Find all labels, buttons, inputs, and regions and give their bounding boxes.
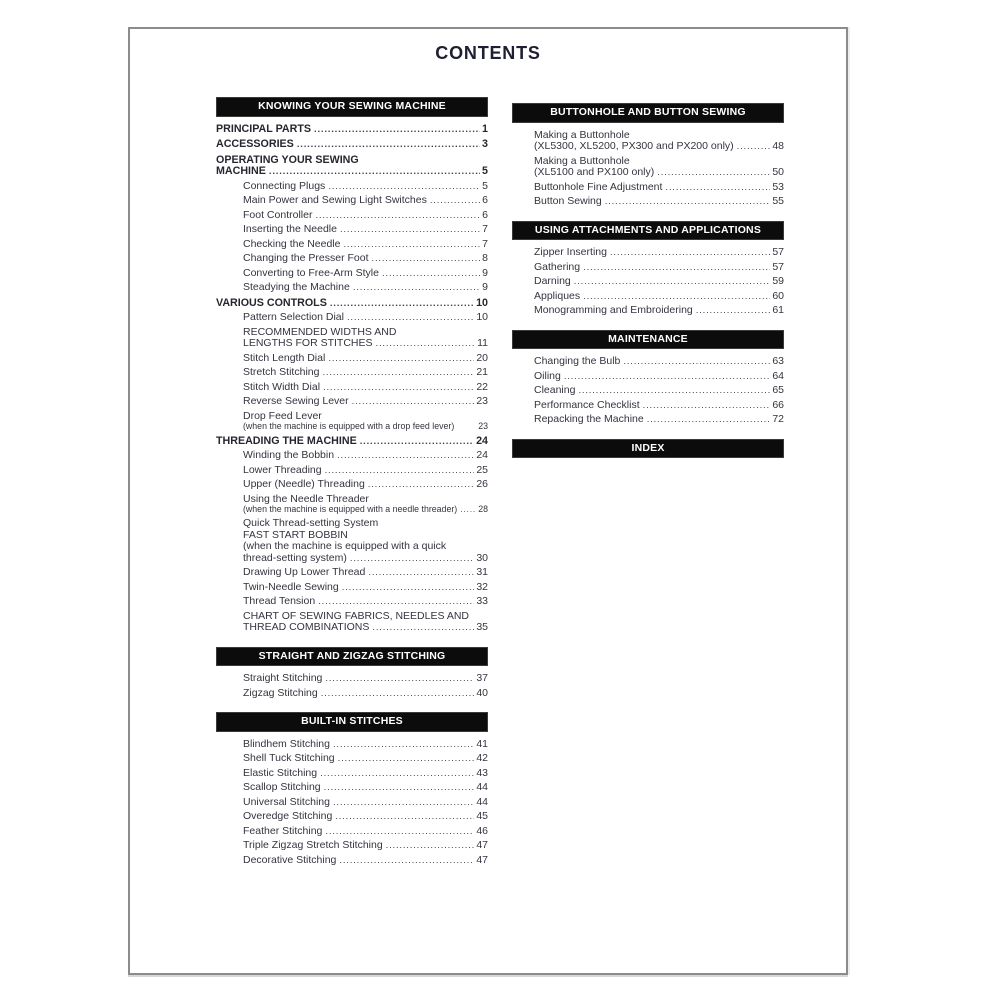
toc-entry-label: Overedge Stitching: [243, 810, 333, 823]
toc-entry-row: [534, 371, 784, 383]
toc-entry-row: [243, 840, 488, 852]
page-number: 3: [482, 138, 488, 150]
toc-entry-row: [243, 505, 488, 515]
toc-entry-label: Zigzag Stitching: [243, 686, 318, 699]
toc-entry: [216, 396, 488, 408]
dot-leader: [337, 450, 474, 462]
dot-leader: [328, 353, 474, 365]
page-number: 35: [476, 621, 488, 634]
toc-entry-row: [243, 268, 488, 280]
toc-entry-label: Gathering: [534, 260, 581, 273]
toc-entry-label: (XL5100 and PX100 only): [534, 166, 655, 178]
toc-entry: [512, 400, 784, 412]
toc-entry-row: [534, 414, 784, 426]
toc-entry: [216, 596, 488, 608]
toc-entry-label: thread-setting system): [243, 551, 347, 564]
toc-column-left: [216, 97, 488, 879]
toc-entry-row: [216, 124, 488, 136]
toc-entry-label: Repacking the Machine: [534, 413, 644, 425]
toc-entry-label: Inserting the Needle: [243, 223, 337, 235]
page-number: 59: [772, 275, 784, 287]
toc-entry-label: Appliques: [534, 289, 581, 302]
page-number: 11: [477, 337, 488, 349]
dot-leader: [372, 253, 481, 265]
toc-entry-row: [243, 195, 488, 207]
page-number: 44: [476, 795, 488, 808]
toc-entry: [512, 130, 784, 153]
toc-section: [216, 97, 488, 634]
toc-section: [512, 439, 784, 459]
toc-entry-row: [243, 622, 488, 634]
dot-leader: [315, 210, 480, 222]
toc-entry-label: Shell Tuck Stitching: [243, 752, 335, 765]
toc-entry-row: [534, 291, 784, 303]
toc-entry: [216, 282, 488, 294]
toc-entry-row: [243, 210, 488, 222]
toc-entry-label: Thread Tension: [243, 595, 316, 608]
toc-entry-row: [243, 353, 488, 365]
dot-leader: [323, 382, 474, 394]
toc-entry-row: [216, 139, 488, 151]
toc-entry-label: THREAD COMBINATIONS: [243, 621, 370, 634]
toc-entry-label: Connecting Plugs: [243, 179, 326, 192]
toc-entry: [512, 196, 784, 208]
page-number: 20: [476, 351, 488, 364]
dot-leader: [696, 305, 771, 317]
dot-leader: [350, 553, 474, 565]
dot-leader: [340, 224, 480, 236]
toc-entry: [216, 782, 488, 794]
dot-leader: [269, 166, 480, 178]
toc-entry-label: Stitch Length Dial: [243, 351, 326, 364]
page-number: 64: [772, 369, 784, 382]
dot-leader: [330, 298, 474, 310]
toc-entry-label: Main Power and Sewing Light Switches: [243, 194, 427, 206]
page-number: 55: [772, 195, 784, 207]
toc-entry-row: [243, 282, 488, 294]
page-number: 21: [476, 366, 488, 378]
dot-leader: [318, 596, 474, 608]
page-number: 6: [482, 208, 488, 221]
page-number: 37: [476, 672, 488, 685]
toc-entry: [512, 371, 784, 383]
page-number: 5: [482, 165, 488, 177]
dot-leader: [610, 247, 770, 259]
toc-entry-row: [243, 239, 488, 251]
page-number: 10: [476, 311, 488, 323]
dot-leader: [574, 276, 771, 288]
toc-entry: [512, 262, 784, 274]
toc-entry-label: VARIOUS CONTROLS: [216, 296, 327, 309]
toc-entry: [512, 156, 784, 179]
toc-entry-label: Quick Thread-setting System: [243, 517, 379, 530]
toc-entry-label: Winding the Bobbin: [243, 449, 335, 462]
section-header: BUTTONHOLE AND BUTTON SEWING: [512, 103, 784, 123]
toc-entry-row: [243, 797, 488, 809]
page-number: 41: [476, 737, 488, 750]
toc-entry-label: Changing the Presser Foot: [243, 252, 369, 264]
page-number: 48: [772, 140, 784, 152]
toc-entry-label: Making a Buttonhole: [534, 128, 630, 141]
page-title: CONTENTS: [435, 43, 541, 63]
page-number: 66: [772, 398, 784, 411]
dot-leader: [583, 291, 770, 303]
toc-entry-label: Stitch Width Dial: [243, 380, 321, 393]
dot-leader: [324, 782, 475, 794]
dot-leader: [623, 356, 770, 368]
page-number: 44: [476, 781, 488, 794]
toc-entry-row: [243, 382, 488, 394]
toc-entry-label: Pattern Selection Dial: [243, 311, 344, 323]
toc-entry: [216, 353, 488, 365]
dot-leader: [430, 195, 480, 207]
toc-entry-label: ACCESSORIES: [216, 138, 294, 150]
toc-entry-row: [534, 247, 784, 259]
page-number: 47: [476, 839, 488, 852]
toc-section: [216, 712, 488, 866]
toc-entry: [216, 239, 488, 251]
dot-leader: [643, 400, 771, 412]
dot-leader: [342, 582, 475, 594]
toc-entry: [216, 768, 488, 780]
dot-leader: [321, 688, 475, 700]
page-number: 1: [482, 122, 488, 135]
page-number: 61: [772, 304, 784, 316]
toc-entry-row: [243, 855, 488, 867]
toc-entry-row: [534, 385, 784, 397]
toc-entry-label: Checking the Needle: [243, 237, 341, 250]
toc-entry: [216, 139, 488, 151]
toc-entry: [216, 382, 488, 394]
toc-entry-label: RECOMMENDED WIDTHS AND: [243, 325, 397, 338]
toc-section: [216, 647, 488, 700]
page-number: 7: [482, 237, 488, 250]
dot-leader: [386, 840, 475, 852]
dot-leader: [343, 239, 480, 251]
toc-entry-row: [534, 182, 784, 194]
toc-entry: [216, 124, 488, 136]
dot-leader: [339, 855, 474, 867]
toc-entry: [216, 518, 488, 564]
page-number: 30: [476, 551, 488, 564]
dot-leader: [382, 268, 480, 280]
toc-entry: [216, 465, 488, 477]
dot-leader: [333, 797, 474, 809]
dot-leader: [578, 385, 770, 397]
toc-entry: [216, 811, 488, 823]
toc-entry-row: [243, 768, 488, 780]
page-number: 23: [478, 421, 488, 431]
toc-entry-row: [534, 276, 784, 288]
page-number: 9: [482, 281, 488, 293]
page-number: 23: [476, 395, 488, 407]
toc-entry: [216, 253, 488, 265]
toc-entry-label: Decorative Stitching: [243, 853, 337, 866]
toc-entry-row: [216, 166, 488, 178]
toc-entry-label: Foot Controller: [243, 208, 313, 221]
dot-leader: [347, 312, 474, 324]
toc-entry-label: Cleaning: [534, 384, 576, 396]
toc-entry-label: Elastic Stitching: [243, 766, 318, 779]
dot-leader: [338, 753, 475, 765]
toc-entry-label: PRINCIPAL PARTS: [216, 122, 312, 135]
toc-entry-row: [243, 673, 488, 685]
page-number: 9: [482, 266, 488, 279]
toc-entry-label: Stretch Stitching: [243, 366, 320, 378]
page-number: 6: [482, 194, 488, 206]
toc-entry-row: [243, 753, 488, 765]
toc-entry-row: [216, 298, 488, 310]
toc-entry-row: [243, 396, 488, 408]
toc-entry-label: Changing the Bulb: [534, 355, 621, 367]
toc-entry: [216, 450, 488, 462]
toc-entry-label: Using the Needle Threader: [243, 492, 369, 505]
page-number: 26: [476, 478, 488, 491]
toc-entry: [216, 739, 488, 751]
toc-entry: [216, 195, 488, 207]
manual-page: [128, 27, 848, 975]
toc-entry-label: CHART OF SEWING FABRICS, NEEDLES AND: [243, 609, 469, 622]
toc-entry: [216, 298, 488, 310]
page-number: 45: [476, 810, 488, 823]
toc-entry: [216, 753, 488, 765]
dot-leader: [353, 282, 480, 294]
dot-leader: [665, 182, 770, 194]
page-number: 10: [476, 296, 488, 309]
toc-entry: [216, 826, 488, 838]
toc-entry-row: [534, 196, 784, 208]
toc-entry-row: [243, 181, 488, 193]
toc-section: [512, 103, 784, 208]
toc-entry-label: Triple Zigzag Stretch Stitching: [243, 839, 383, 852]
toc-entry: [216, 611, 488, 634]
toc-entry-label: Lower Threading: [243, 463, 322, 476]
toc-entry: [216, 840, 488, 852]
toc-column-right: [512, 103, 784, 471]
toc-entry-label: Making a Buttonhole: [534, 154, 630, 167]
toc-entry-row: [534, 305, 784, 317]
page-number: 8: [482, 252, 488, 264]
toc-entry-label: Reverse Sewing Lever: [243, 395, 349, 407]
toc-entry: [216, 494, 488, 515]
toc-entry-label: Zipper Inserting: [534, 246, 607, 258]
toc-entry-row: [534, 356, 784, 368]
toc-entry-row: [243, 782, 488, 794]
toc-entry-row: [243, 253, 488, 265]
toc-entry-label: (when the machine is equipped with a needle threader): [243, 504, 458, 515]
toc-entry: [512, 356, 784, 368]
toc-entry-label: Darning: [534, 275, 571, 287]
toc-entry-label: Drawing Up Lower Thread: [243, 566, 366, 579]
dot-leader: [352, 396, 475, 408]
toc-entry-row: [243, 596, 488, 608]
page-number: 63: [772, 355, 784, 367]
section-header: MAINTENANCE: [512, 330, 784, 350]
toc-entry: [216, 688, 488, 700]
toc-entry: [216, 181, 488, 193]
page-number: 33: [476, 595, 488, 608]
page-number: 22: [476, 380, 488, 393]
toc-entry: [512, 182, 784, 194]
toc-entry-label: Button Sewing: [534, 195, 602, 207]
dot-leader: [605, 196, 771, 208]
toc-entry-label: Oiling: [534, 369, 561, 382]
toc-entry-row: [243, 688, 488, 700]
toc-entry-label: Converting to Free-Arm Style: [243, 266, 379, 279]
toc-entry-label: (XL5300, XL5200, PX300 and PX200 only): [534, 140, 734, 152]
toc-entry-label: (when the machine is equipped with a drop feed lever): [243, 421, 455, 431]
page-number: 65: [772, 384, 784, 396]
dot-leader: [372, 622, 474, 634]
toc-entry-row: [243, 450, 488, 462]
dot-leader: [564, 371, 770, 383]
toc-entry-label: Universal Stitching: [243, 795, 330, 808]
dot-leader: [647, 414, 771, 426]
toc-entry-label: Buttonhole Fine Adjustment: [534, 180, 663, 193]
toc-entry-row: [243, 739, 488, 751]
dot-leader: [583, 262, 770, 274]
toc-entry-label: MACHINE: [216, 165, 266, 177]
toc-entry-row: [243, 479, 488, 491]
dot-leader: [314, 124, 480, 136]
dot-leader: [325, 673, 474, 685]
toc-entry: [216, 673, 488, 685]
toc-entry: [512, 385, 784, 397]
toc-entry: [216, 327, 488, 350]
toc-entry-label: THREADING THE MACHINE: [216, 434, 357, 447]
toc-entry-row: [534, 167, 784, 179]
page-number: 25: [476, 463, 488, 476]
dot-leader: [368, 567, 474, 579]
dot-leader: [297, 139, 480, 151]
toc-entry-row: [243, 367, 488, 379]
toc-entry-row: [534, 262, 784, 274]
dot-leader: [325, 826, 474, 838]
section-header: BUILT-IN STITCHES: [216, 712, 488, 732]
dot-leader: [333, 739, 474, 751]
section-header: STRAIGHT AND ZIGZAG STITCHING: [216, 647, 488, 667]
dot-leader: [325, 465, 475, 477]
page-number: 42: [476, 752, 488, 765]
toc-entry-row: [243, 338, 488, 350]
toc-entry: [216, 797, 488, 809]
page-number: 60: [772, 289, 784, 302]
toc-entry-row: [243, 582, 488, 594]
section-header: KNOWING YOUR SEWING MACHINE: [216, 97, 488, 117]
toc-entry-row: [243, 312, 488, 324]
toc-entry-label: Steadying the Machine: [243, 281, 350, 293]
dot-leader: [360, 436, 474, 448]
toc-entry: [512, 305, 784, 317]
dot-leader: [335, 811, 474, 823]
toc-section: [512, 221, 784, 317]
page-number: 57: [772, 260, 784, 273]
toc-entry-label: Drop Feed Lever: [243, 409, 322, 422]
toc-entry: [216, 411, 488, 432]
toc-entry-label: (when the machine is equipped with a quick: [243, 540, 447, 553]
page-number: 50: [772, 166, 784, 178]
page-number: 43: [476, 766, 488, 779]
section-header: USING ATTACHMENTS AND APPLICATIONS: [512, 221, 784, 241]
toc-entry-row: [243, 465, 488, 477]
toc-entry-row: [243, 224, 488, 236]
toc-entry: [216, 582, 488, 594]
toc-entry-label: Monogramming and Embroidering: [534, 304, 693, 316]
toc-entry-row: [216, 436, 488, 448]
toc-entry-row: [243, 826, 488, 838]
page-number: 46: [476, 824, 488, 837]
dot-leader: [368, 479, 475, 491]
toc-entry: [512, 414, 784, 426]
page-number: 32: [476, 580, 488, 593]
section-header: INDEX: [512, 439, 784, 459]
toc-entry-row: [534, 141, 784, 153]
toc-entry-label: Performance Checklist: [534, 398, 640, 411]
toc-entry: [216, 367, 488, 379]
toc-entry: [512, 276, 784, 288]
toc-entry-label: Upper (Needle) Threading: [243, 478, 365, 491]
toc-entry-label: Feather Stitching: [243, 824, 323, 837]
toc-entry-label: OPERATING YOUR SEWING: [216, 153, 359, 166]
toc-entry: [216, 567, 488, 579]
page-number: 47: [476, 853, 488, 866]
page-number: 57: [772, 246, 784, 258]
toc-entry: [216, 224, 488, 236]
toc-entry-label: LENGTHS FOR STITCHES: [243, 337, 373, 349]
page-number: 7: [482, 223, 488, 235]
page-number: 28: [478, 504, 488, 515]
toc-entry-label: Straight Stitching: [243, 672, 323, 685]
dot-leader: [737, 141, 771, 153]
dot-leader: [322, 367, 474, 379]
dot-leader: [376, 338, 476, 350]
page-number: 72: [772, 413, 784, 425]
toc-entry-row: [534, 400, 784, 412]
toc-entry: [216, 210, 488, 222]
toc-section: [512, 330, 784, 426]
page-number: 40: [476, 686, 488, 699]
page-number: 53: [772, 180, 784, 193]
dot-leader: [320, 768, 474, 780]
toc-entry-label: FAST START BOBBIN: [243, 528, 348, 541]
toc-entry-row: [243, 553, 488, 565]
toc-entry: [512, 291, 784, 303]
dot-leader: [328, 181, 480, 193]
toc-entry: [512, 247, 784, 259]
toc-entry-row: [243, 811, 488, 823]
page-number: 24: [476, 449, 488, 462]
toc-entry: [216, 155, 488, 178]
toc-entry-label: Blindhem Stitching: [243, 737, 330, 750]
toc-entry: [216, 312, 488, 324]
toc-entry: [216, 855, 488, 867]
dot-leader: [460, 505, 476, 515]
toc-entry: [216, 268, 488, 280]
page-number: 24: [476, 434, 488, 447]
page-number: 5: [482, 179, 488, 192]
toc-entry: [216, 436, 488, 448]
toc-entry-row: [243, 422, 488, 432]
toc-entry-row: [243, 567, 488, 579]
toc-entry-label: Twin-Needle Sewing: [243, 580, 339, 593]
toc-entry: [216, 479, 488, 491]
page-number: 31: [476, 566, 488, 579]
dot-leader: [657, 167, 770, 179]
toc-entry-label: Scallop Stitching: [243, 781, 321, 794]
